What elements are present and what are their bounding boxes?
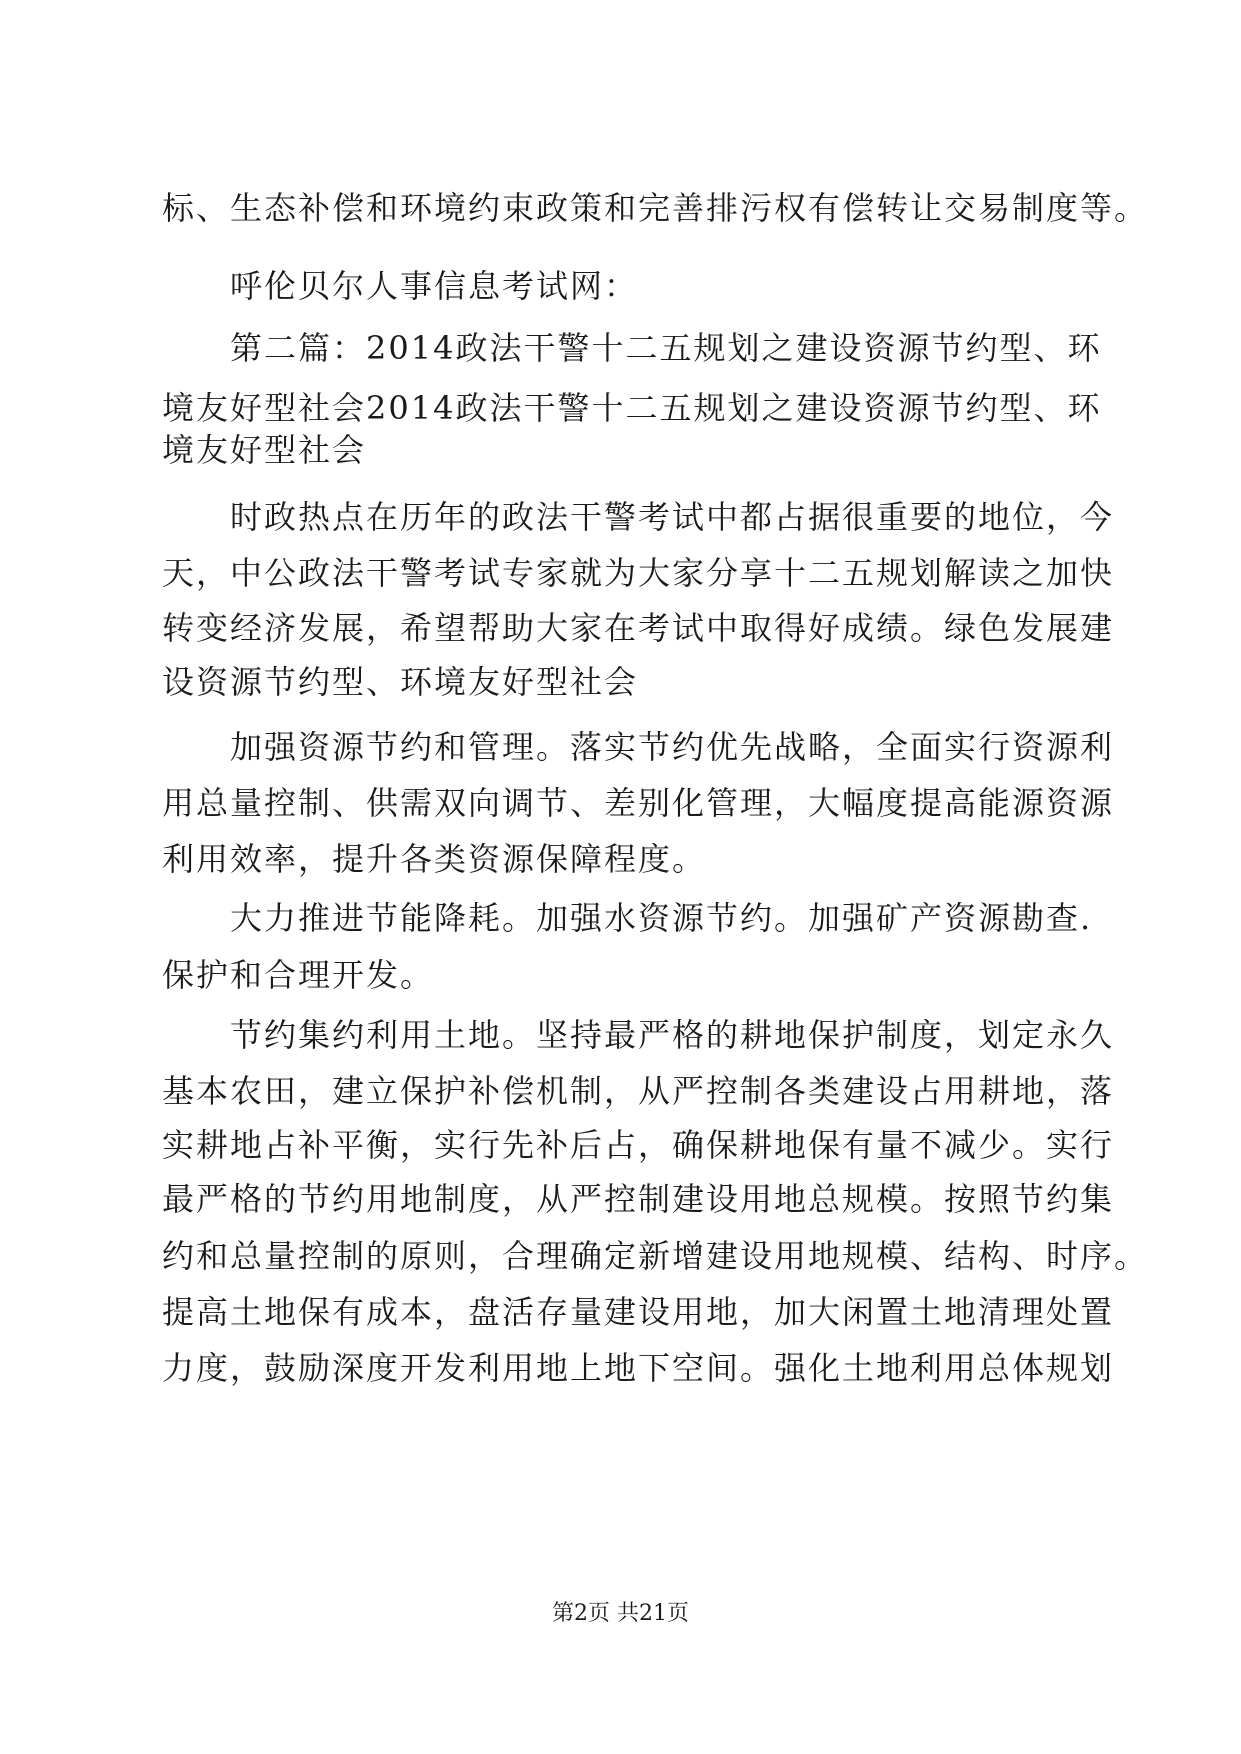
text-line: 实耕地占补平衡，实行先补后占，确保耕地保有量不减少。实行 [162,1126,1115,1164]
text-line: 境友好型社会 [162,431,367,469]
text-line: 用总量控制、供需双向调节、差别化管理，大幅度提高能源资源 [162,784,1115,822]
text-line: 保护和合理开发。 [162,956,435,994]
text-line: 节约集约利用土地。坚持最严格的耕地保护制度，划定永久 [230,1016,1115,1054]
text-line: 境友好型社会2014政法干警十二五规划之建设资源节约型、环 [162,389,1102,427]
text-line: 提高土地保有成本，盘活存量建设用地，加大闲置土地清理处置 [162,1293,1115,1331]
text-line: 最严格的节约用地制度，从严控制建设用地总规模。按照节约集 [162,1180,1115,1218]
text-line: 呼伦贝尔人事信息考试网： [230,267,639,305]
text-line: 力度，鼓励深度开发利用地上地下空间。强化土地利用总体规划 [162,1349,1115,1387]
text-line: 大力推进节能降耗。加强水资源节约。加强矿产资源勘查. [230,899,1093,937]
text-line: 转变经济发展，希望帮助大家在考试中取得好成绩。绿色发展建 [162,609,1115,647]
text-line: 利用效率，提升各类资源保障程度。 [162,840,707,878]
text-line: 第二篇：2014政法干警十二五规划之建设资源节约型、环 [230,329,1102,367]
text-line: 基本农田，建立保护补偿机制，从严控制各类建设占用耕地，落 [162,1072,1115,1110]
text-line: 天，中公政法干警考试专家就为大家分享十二五规划解读之加快 [162,554,1115,592]
text-line: 标、生态补偿和环境约束政策和完善排污权有偿转让交易制度等。 [162,189,1149,227]
page-number-footer: 第2页 共21页 [552,1601,689,1626]
text-line: 设资源节约型、环境友好型社会 [162,663,639,701]
text-line: 加强资源节约和管理。落实节约优先战略，全面实行资源利 [230,728,1115,766]
text-line: 时政热点在历年的政法干警考试中都占据很重要的地位，今 [230,498,1115,536]
text-line: 约和总量控制的原则，合理确定新增建设用地规模、结构、时序。 [162,1237,1149,1275]
